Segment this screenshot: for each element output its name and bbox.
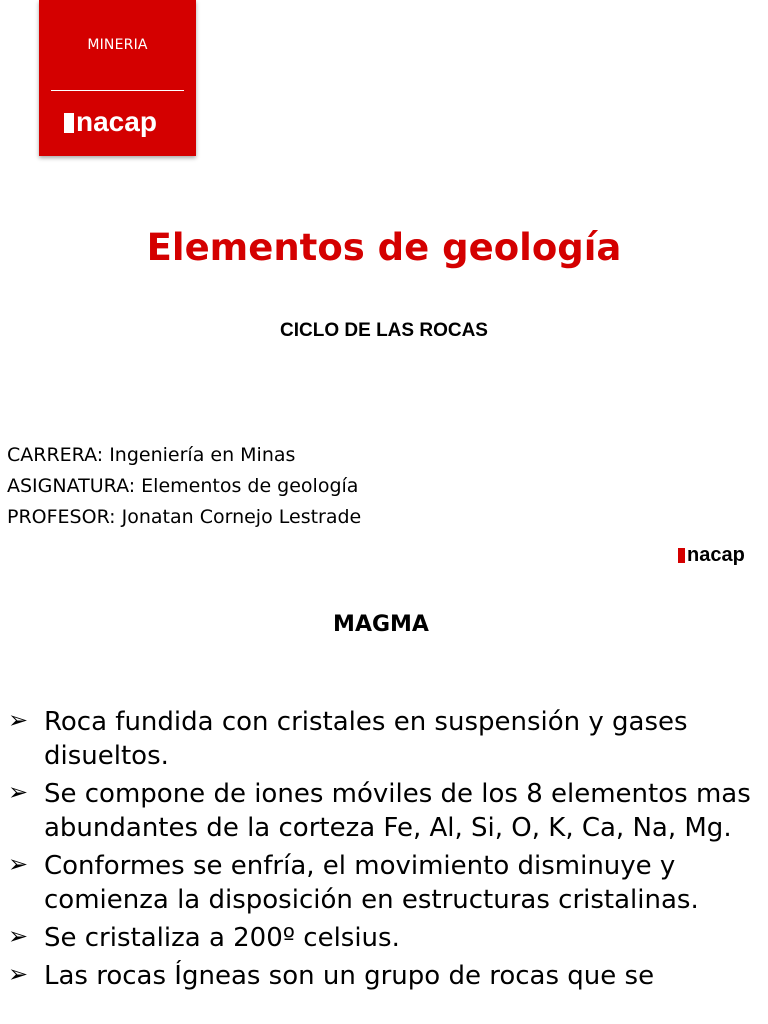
brand-badge bbox=[39, 0, 196, 156]
badge-divider bbox=[51, 90, 184, 91]
professor-line: PROFESOR: Jonatan Cornejo Lestrade bbox=[7, 506, 362, 528]
list-item-text: Conformes se enfría, el movimiento disminuye y comienza la disposición en estructuras cristalinas. bbox=[44, 851, 699, 915]
arrow-right-icon: ➢ bbox=[8, 778, 29, 806]
subject-line: ASIGNATURA: Elementos de geología bbox=[7, 475, 359, 497]
list-item bbox=[0, 849, 768, 917]
arrow-right-icon: ➢ bbox=[8, 706, 29, 734]
list-item bbox=[0, 777, 768, 845]
career-line: CARRERA: Ingeniería en Minas bbox=[7, 444, 296, 466]
list-item bbox=[0, 705, 768, 773]
inacap-logo bbox=[64, 108, 157, 136]
arrow-right-icon: ➢ bbox=[8, 922, 29, 950]
page-title: Elementos de geología bbox=[146, 226, 622, 269]
arrow-right-icon: ➢ bbox=[8, 960, 29, 988]
department-label: MINERIA bbox=[87, 37, 148, 53]
list-item bbox=[0, 921, 768, 955]
list-item-text: Las rocas Ígneas son un grupo de rocas que se bbox=[44, 961, 655, 991]
list-item-text: Se compone de iones móviles de los 8 elementos mas abundantes de la corteza Fe, Al, Si, O, K, Ca, Na, Mg. bbox=[44, 779, 751, 843]
arrow-right-icon: ➢ bbox=[8, 850, 29, 878]
logo-text: nacap bbox=[76, 106, 157, 137]
list-item-text: Roca fundida con cristales en suspensión y gases disueltos. bbox=[44, 707, 688, 771]
bullet-list bbox=[0, 705, 768, 997]
course-info bbox=[7, 440, 361, 533]
logo-text: nacap bbox=[687, 544, 745, 566]
logo-mark-icon bbox=[678, 548, 685, 563]
list-item-text: Se cristaliza a 200º celsius. bbox=[44, 923, 400, 953]
list-item bbox=[0, 959, 768, 993]
page-subtitle: CICLO DE LAS ROCAS bbox=[280, 320, 488, 341]
section-heading: MAGMA bbox=[333, 612, 429, 637]
inacap-logo-small bbox=[678, 545, 745, 565]
logo-mark-icon bbox=[64, 113, 74, 133]
